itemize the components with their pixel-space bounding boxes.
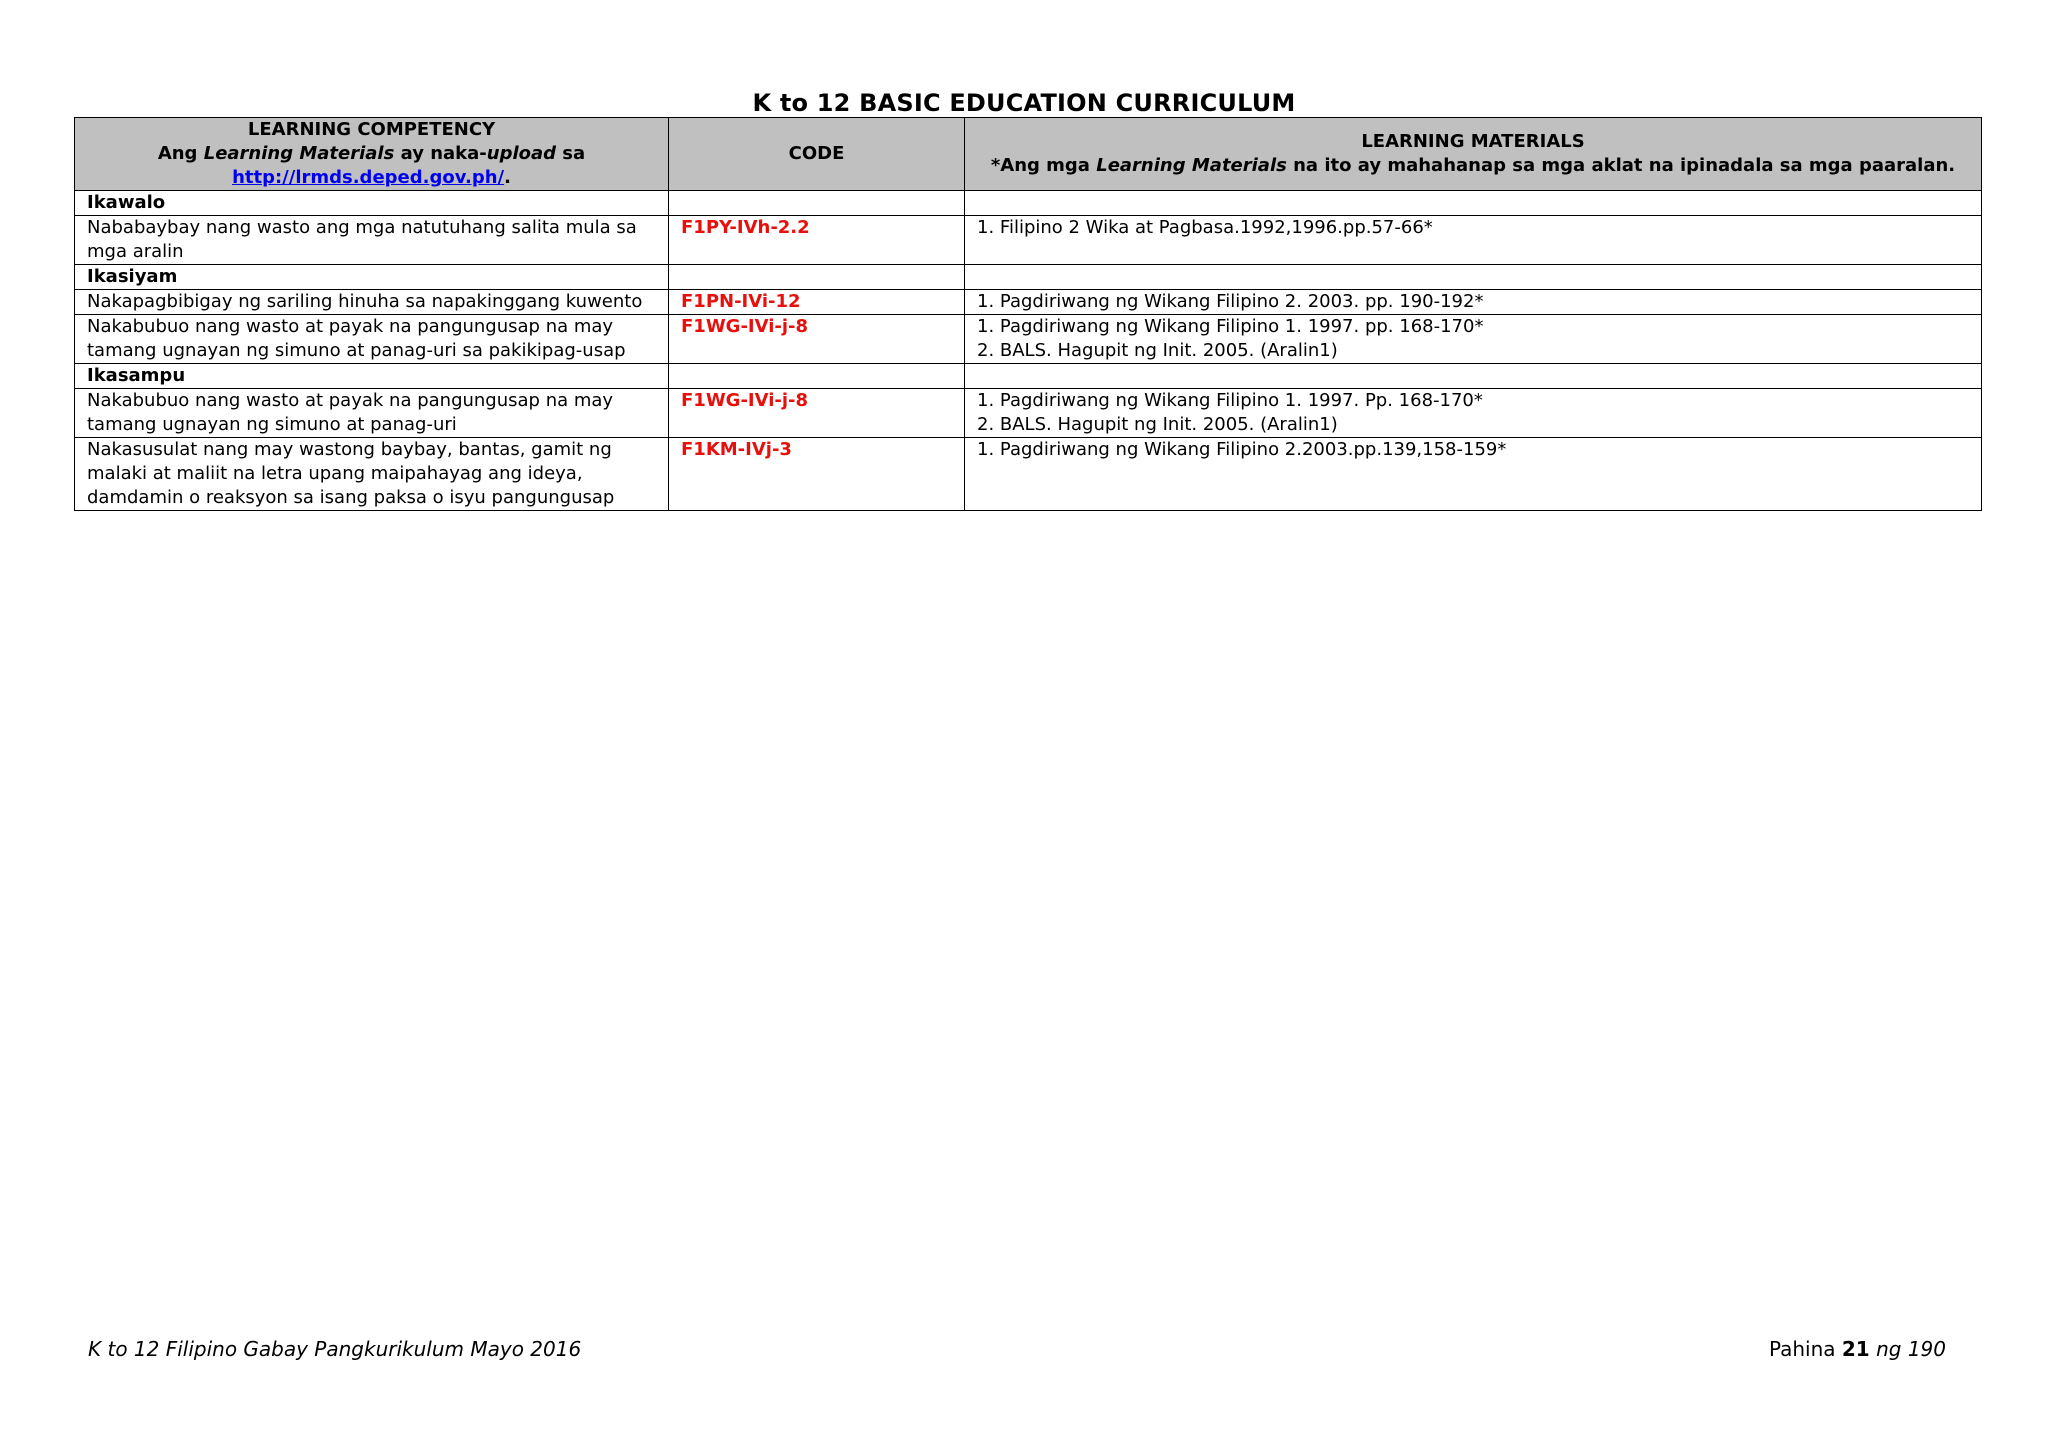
header-competency-title: LEARNING COMPETENCY [247,119,496,140]
page-title: K to 12 BASIC EDUCATION CURRICULUM [752,89,1296,117]
code-cell: F1WG-IVi-j-8 [669,315,965,364]
table-row [75,438,1982,511]
table-row [75,216,1982,265]
group-label: Ikawalo [75,191,669,216]
header-learning-competency: LEARNING COMPETENCY Ang Learning Materials ay naka-upload sa http://lrmds.deped.gov.ph/. [75,118,669,191]
header-competency-note: Ang Learning Materials ay naka-upload sa [157,143,586,164]
code-cell: F1WG-IVi-j-8 [669,389,965,438]
materials-cell [965,216,1982,265]
group-label: Ikasiyam [75,265,669,290]
material-item: 2. BALS. Hagupit ng Init. 2005. (Aralin1) [977,340,1338,361]
empty-cell [965,265,1982,290]
code-cell: F1KM-IVj-3 [669,438,965,511]
table-row [75,290,1982,315]
group-row [75,265,1982,290]
material-item: 1. Pagdiriwang ng Wikang Filipino 2.2003.pp.139,158-159* [977,439,1507,460]
material-item: 1. Pagdiriwang ng Wikang Filipino 1. 1997. pp. 168-170* [977,316,1484,337]
materials-cell [965,389,1982,438]
material-item: 1. Pagdiriwang ng Wikang Filipino 2. 2003. pp. 190-192* [977,291,1484,312]
competency-cell: Nakabubuo nang wasto at payak na pangungusap na may tamang ugnayan ng simuno at panag-uri sa pakikipag-usap [75,315,669,364]
footer-document-title: K to 12 Filipino Gabay Pangkurikulum Mayo 2016 [88,1337,582,1361]
table-body [75,191,1982,511]
header-code: CODE [669,118,965,191]
material-item: 1. Filipino 2 Wika at Pagbasa.1992,1996.pp.57-66* [977,217,1433,238]
materials-cell [965,438,1982,511]
materials-cell [965,315,1982,364]
empty-cell [965,191,1982,216]
competency-cell: Nababaybay nang wasto ang mga natutuhang salita mula sa mga aralin [75,216,669,265]
header-materials-title: LEARNING MATERIALS [1361,131,1585,152]
group-row [75,191,1982,216]
group-label: Ikasampu [75,364,669,389]
header-learning-materials [965,118,1982,191]
code-cell: F1PY-IVh-2.2 [669,216,965,265]
empty-cell [669,191,965,216]
curriculum-table [74,117,1982,511]
group-row [75,364,1982,389]
header-materials-note: *Ang mga Learning Materials na ito ay mahahanap sa mga aklat na ipinadala sa mga paaralan. [990,155,1956,176]
table-header-row [75,118,1982,191]
empty-cell [669,364,965,389]
competency-cell: Nakapagbibigay ng sariling hinuha sa napakinggang kuwento [75,290,669,315]
footer-page-number: Pahina 21 ng 190 [1768,1337,1946,1361]
lrmds-link[interactable]: http://lrmds.deped.gov.ph/ [232,167,505,188]
table-row [75,315,1982,364]
competency-cell: Nakasusulat nang may wastong baybay, bantas, gamit ng malaki at maliit na letra upang maipahayag ang ideya, damdamin o reaksyon sa isang paksa o isyu pangungusap [75,438,669,511]
material-item: 2. BALS. Hagupit ng Init. 2005. (Aralin1) [977,414,1338,435]
empty-cell [669,265,965,290]
table-row [75,389,1982,438]
empty-cell [965,364,1982,389]
material-item: 1. Pagdiriwang ng Wikang Filipino 1. 1997. Pp. 168-170* [977,390,1483,411]
materials-cell [965,290,1982,315]
code-cell: F1PN-IVi-12 [669,290,965,315]
competency-cell: Nakabubuo nang wasto at payak na pangungusap na may tamang ugnayan ng simuno at panag-uri [75,389,669,438]
